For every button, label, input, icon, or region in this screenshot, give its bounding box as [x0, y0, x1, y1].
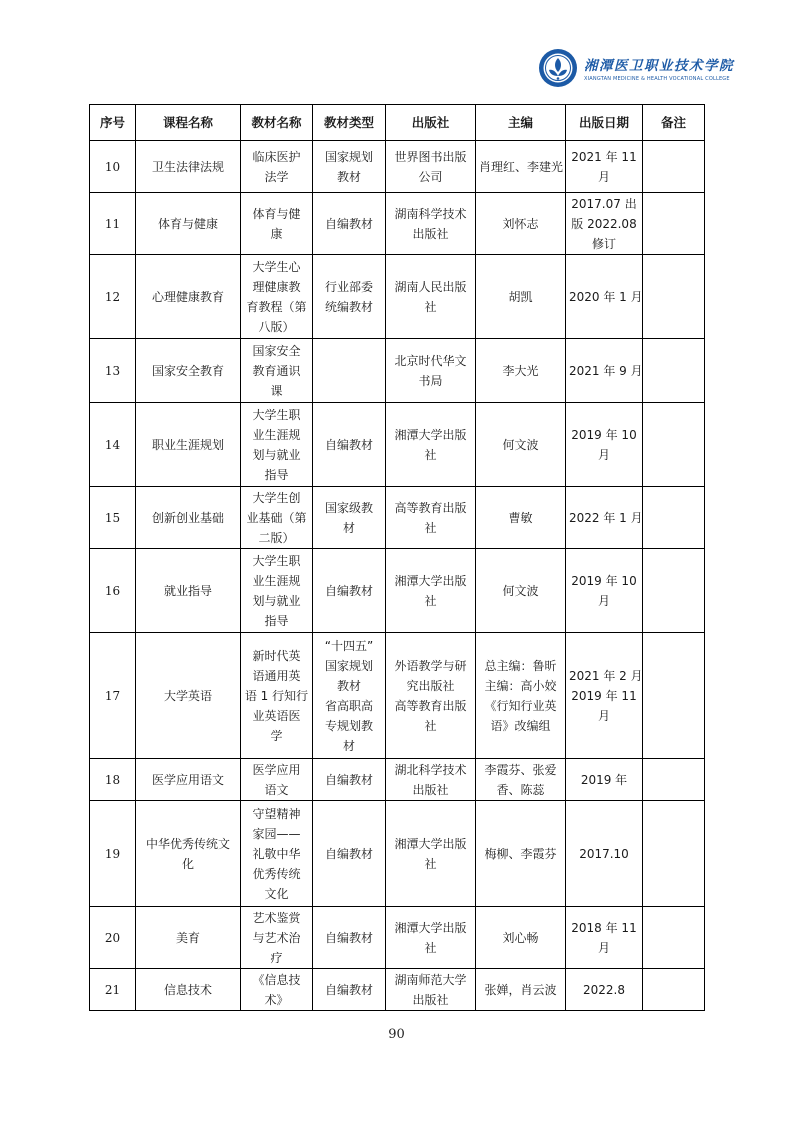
cell-text-line: 课	[270, 383, 283, 398]
table-row	[90, 969, 705, 1011]
cell-text-line: 社	[424, 940, 437, 955]
cell-text-line: 化	[181, 856, 194, 871]
cell-text-line: 教材	[336, 678, 361, 693]
date-cell	[566, 907, 643, 969]
cell-text-line: 大学生职	[252, 407, 301, 422]
cell-text-line: 疗	[270, 950, 283, 965]
course-cell	[136, 801, 241, 907]
cell-text-line: 2021 年 11	[571, 149, 637, 164]
course-cell	[136, 969, 241, 1011]
table-row	[90, 801, 705, 907]
note-cell	[643, 193, 705, 255]
type-cell	[313, 759, 386, 801]
cell-text-line: 张婵，肖云波	[484, 982, 557, 997]
cell-text-line: 月	[597, 593, 610, 608]
cell-text-line: 肖理红、李建光	[479, 159, 564, 174]
cell-text-line: 语》改编组	[490, 718, 551, 733]
cell-text-line: 刘心畅	[502, 930, 539, 945]
cell-text-line: 家园——	[252, 826, 301, 841]
row-number-cell: 17	[90, 633, 136, 759]
cell-text-line: 月	[597, 708, 610, 723]
date-cell	[566, 255, 643, 339]
type-cell	[313, 255, 386, 339]
type-cell	[313, 339, 386, 403]
cell-text-line: 自编教材	[324, 772, 373, 787]
row-number-cell: 12	[90, 255, 136, 339]
header-publisher: 出版社	[386, 105, 476, 141]
date-cell	[566, 969, 643, 1011]
publisher-cell	[386, 549, 476, 633]
table-body	[90, 141, 705, 1011]
cell-text-line: 国家级教	[324, 500, 373, 515]
cell-text-line: 守望精神	[252, 806, 301, 821]
table-row	[90, 633, 705, 759]
cell-text-line: 社	[424, 520, 437, 535]
cell-text-line: 国家安全教育	[151, 363, 224, 378]
book-cell	[241, 487, 313, 549]
header-course: 课程名称	[136, 105, 241, 141]
cell-text-line: 业生涯规	[252, 573, 301, 588]
cell-text-line: 2020 年 1 月	[569, 289, 643, 304]
date-cell	[566, 801, 643, 907]
table-row	[90, 141, 705, 193]
editor-cell	[476, 193, 566, 255]
cell-text-line: 2017.07 出	[571, 196, 637, 211]
cell-text-line: 语通用英	[252, 668, 301, 683]
editor-cell	[476, 969, 566, 1011]
cell-text-line: 总主编：鲁昕	[484, 658, 557, 673]
note-cell	[643, 907, 705, 969]
book-cell	[241, 193, 313, 255]
type-cell	[313, 403, 386, 487]
row-number-cell: 20	[90, 907, 136, 969]
course-cell	[136, 907, 241, 969]
cell-text-line: 划与就业	[252, 593, 301, 608]
cell-text-line: 教育通识	[252, 363, 301, 378]
cell-text-line: 湘潭大学出版	[394, 920, 467, 935]
row-number-cell: 21	[90, 969, 136, 1011]
cell-text-line: 划与就业	[252, 447, 301, 462]
cell-text-line: 语文	[264, 782, 289, 797]
table-row	[90, 907, 705, 969]
book-cell	[241, 801, 313, 907]
cell-text-line: 与艺术治	[252, 930, 301, 945]
cell-text-line: 育教程（第	[246, 299, 307, 314]
cell-text-line: 就业指导	[163, 583, 212, 598]
course-cell	[136, 255, 241, 339]
cell-text-line: 医学应用	[252, 762, 301, 777]
date-cell	[566, 141, 643, 193]
cell-text-line: 2018 年 11	[571, 920, 637, 935]
cell-text-line: 湖北科学技术	[394, 762, 467, 777]
date-cell	[566, 487, 643, 549]
cell-text-line: 大学英语	[163, 688, 212, 703]
cell-text-line: 教材	[336, 169, 361, 184]
cell-text-line: 信息技术	[163, 982, 212, 997]
cell-text-line: 艺术鉴赏	[252, 910, 301, 925]
cell-text-line: 梅柳、李霞芬	[484, 846, 557, 861]
cell-text-line: 社	[424, 856, 437, 871]
table-row	[90, 403, 705, 487]
book-cell	[241, 969, 313, 1011]
publisher-cell	[386, 907, 476, 969]
cell-text-line: 自编教材	[324, 216, 373, 231]
cell-text-line: 书局	[418, 373, 443, 388]
cell-text-line: 美育	[175, 930, 200, 945]
course-cell	[136, 403, 241, 487]
cell-text-line: 专规划教	[324, 718, 373, 733]
cell-text-line: 指导	[264, 613, 289, 628]
note-cell	[643, 339, 705, 403]
type-cell	[313, 633, 386, 759]
cell-text-line: 术》	[264, 992, 289, 1007]
logo-english-name: XIANGTAN MEDICINE & HEALTH VOCATIONAL COLLEGE	[584, 76, 730, 82]
course-cell	[136, 633, 241, 759]
header-editor: 主编	[476, 105, 566, 141]
cell-text-line: 新时代英	[252, 648, 301, 663]
cell-text-line: 胡凯	[508, 289, 533, 304]
cell-text-line: 《行知行业英	[484, 698, 557, 713]
cell-text-line: 心理健康教育	[151, 289, 224, 304]
editor-cell	[476, 141, 566, 193]
date-cell	[566, 339, 643, 403]
cell-text-line: 社	[424, 299, 437, 314]
book-cell	[241, 759, 313, 801]
cell-text-line: 省高职高	[324, 698, 373, 713]
cell-text-line: 高等教育出版	[394, 500, 467, 515]
type-cell	[313, 549, 386, 633]
type-cell	[313, 141, 386, 193]
publisher-cell	[386, 801, 476, 907]
cell-text-line: 月	[597, 447, 610, 462]
book-cell	[241, 907, 313, 969]
cell-text-line: 八版）	[258, 319, 295, 334]
date-cell	[566, 759, 643, 801]
editor-cell	[476, 759, 566, 801]
cell-text-line: 临床医护	[252, 149, 301, 164]
book-cell	[241, 633, 313, 759]
publisher-cell	[386, 759, 476, 801]
cell-text-line: 湖南师范大学	[394, 972, 467, 987]
cell-text-line: 香、陈蕊	[496, 782, 545, 797]
cell-text-line: 社	[424, 593, 437, 608]
cell-text-line: 大学生心	[252, 259, 301, 274]
cell-text-line: 湘潭大学出版	[394, 427, 467, 442]
cell-text-line: 礼敬中华	[252, 846, 301, 861]
cell-text-line: 康	[270, 226, 283, 241]
cell-text-line: 李大光	[502, 363, 539, 378]
table-row	[90, 193, 705, 255]
cell-text-line: 月	[597, 940, 610, 955]
book-cell	[241, 141, 313, 193]
row-number-cell: 19	[90, 801, 136, 907]
cell-text-line: 国家规划	[324, 658, 373, 673]
row-number-cell: 10	[90, 141, 136, 193]
cell-text-line: 北京时代华文	[394, 353, 467, 368]
publisher-cell	[386, 141, 476, 193]
cell-text-line: 法学	[264, 169, 289, 184]
row-number-cell: 15	[90, 487, 136, 549]
cell-text-line: 国家安全	[252, 343, 301, 358]
cell-text-line: 优秀传统	[252, 866, 301, 881]
cell-text-line: 李霞芬、张爱	[484, 762, 557, 777]
header-no: 序号	[90, 105, 136, 141]
book-cell	[241, 339, 313, 403]
table-header-row	[90, 105, 705, 141]
cell-text-line: 大学生职	[252, 553, 301, 568]
cell-text-line: 修订	[591, 236, 616, 251]
cell-text-line: 业基础（第	[246, 510, 307, 525]
cell-text-line: 卫生法律法规	[151, 159, 224, 174]
cell-text-line: 世界图书出版	[394, 149, 467, 164]
course-cell	[136, 339, 241, 403]
cell-text-line: 何文波	[502, 437, 539, 452]
header-book: 教材名称	[241, 105, 313, 141]
cell-text-line: 医学应用语文	[151, 772, 224, 787]
cell-text-line: 自编教材	[324, 846, 373, 861]
cell-text-line: 刘怀志	[502, 216, 539, 231]
cell-text-line: 职业生涯规划	[151, 437, 224, 452]
cell-text-line: 理健康教	[252, 279, 301, 294]
cell-text-line: 究出版社	[406, 678, 455, 693]
editor-cell	[476, 907, 566, 969]
cell-text-line: 学	[270, 728, 283, 743]
row-number-cell: 18	[90, 759, 136, 801]
type-cell	[313, 801, 386, 907]
header-date: 出版日期	[566, 105, 643, 141]
cell-text-line: 2019 年 10	[571, 573, 637, 588]
editor-cell	[476, 403, 566, 487]
cell-text-line: 体育与健	[252, 206, 301, 221]
table-row	[90, 549, 705, 633]
cell-text-line: 2021 年 2 月	[569, 668, 643, 683]
course-cell	[136, 549, 241, 633]
publisher-cell	[386, 487, 476, 549]
cell-text-line: 曹敏	[508, 510, 533, 525]
college-logo	[538, 44, 738, 92]
editor-cell	[476, 633, 566, 759]
editor-cell	[476, 487, 566, 549]
editor-cell	[476, 339, 566, 403]
course-cell	[136, 141, 241, 193]
logo-chinese-name: 湘潭医卫职业技术学院	[584, 58, 734, 74]
date-cell	[566, 193, 643, 255]
cell-text-line: 湖南科学技术	[394, 206, 467, 221]
cell-text-line: 自编教材	[324, 982, 373, 997]
cell-text-line: 国家规划	[324, 149, 373, 164]
cell-text-line: 2019 年	[580, 772, 628, 787]
row-number-cell: 11	[90, 193, 136, 255]
note-cell	[643, 255, 705, 339]
cell-text-line: 材	[342, 738, 355, 753]
cell-text-line: 出版社	[412, 782, 449, 797]
cell-text-line: 社	[424, 447, 437, 462]
cell-text-line: 出版社	[412, 226, 449, 241]
cell-text-line: 2022.8	[583, 982, 625, 997]
cell-text-line: 何文波	[502, 583, 539, 598]
note-cell	[643, 759, 705, 801]
date-cell	[566, 633, 643, 759]
editor-cell	[476, 549, 566, 633]
cell-text-line: 湖南人民出版	[394, 279, 467, 294]
note-cell	[643, 549, 705, 633]
cell-text-line: 行业部委	[324, 279, 373, 294]
cell-text-line: 自编教材	[324, 583, 373, 598]
table-row	[90, 487, 705, 549]
book-cell	[241, 549, 313, 633]
cell-text-line: 2021 年 9 月	[569, 363, 643, 378]
cell-text-line: 2019 年 10	[571, 427, 637, 442]
row-number-cell: 13	[90, 339, 136, 403]
date-cell	[566, 403, 643, 487]
type-cell	[313, 907, 386, 969]
cell-text-line: 版 2022.08	[571, 216, 637, 231]
publisher-cell	[386, 403, 476, 487]
row-number-cell: 16	[90, 549, 136, 633]
publisher-cell	[386, 969, 476, 1011]
note-cell	[643, 141, 705, 193]
publisher-cell	[386, 255, 476, 339]
publisher-cell	[386, 193, 476, 255]
course-cell	[136, 193, 241, 255]
cell-text-line: 中华优秀传统文	[145, 836, 230, 851]
book-cell	[241, 255, 313, 339]
cell-text-line: 二版）	[258, 530, 295, 545]
note-cell	[643, 403, 705, 487]
note-cell	[643, 969, 705, 1011]
cell-text-line: 指导	[264, 467, 289, 482]
cell-text-line: 自编教材	[324, 930, 373, 945]
cell-text-line: 社	[424, 718, 437, 733]
note-cell	[643, 487, 705, 549]
cell-text-line: 《信息技	[252, 972, 301, 987]
table-row	[90, 339, 705, 403]
header-type: 教材类型	[313, 105, 386, 141]
cell-text-line: 湘潭大学出版	[394, 573, 467, 588]
book-cell	[241, 403, 313, 487]
cell-text-line: 语 1 行知行	[244, 688, 309, 703]
cell-text-line: 高等教育出版	[394, 698, 467, 713]
publisher-cell	[386, 633, 476, 759]
cell-text-line: 月	[597, 169, 610, 184]
row-number-cell: 14	[90, 403, 136, 487]
cell-text-line: 湘潭大学出版	[394, 836, 467, 851]
cell-text-line: 2017.10	[579, 846, 629, 861]
note-cell	[643, 633, 705, 759]
date-cell	[566, 549, 643, 633]
publisher-cell	[386, 339, 476, 403]
editor-cell	[476, 801, 566, 907]
cell-text-line: 大学生创	[252, 490, 301, 505]
cell-text-line: 公司	[418, 169, 443, 184]
cell-text-line: 2022 年 1 月	[569, 510, 643, 525]
note-cell	[643, 801, 705, 907]
table-row	[90, 255, 705, 339]
course-cell	[136, 759, 241, 801]
cell-text-line: 业英语医	[252, 708, 301, 723]
cell-text-line: “十四五”	[324, 638, 374, 653]
cell-text-line: 2019 年 11	[571, 688, 637, 703]
cell-text-line: 文化	[264, 886, 289, 901]
cell-text-line: 体育与健康	[157, 216, 218, 231]
type-cell	[313, 193, 386, 255]
cell-text-line: 主编：高小姣	[484, 678, 557, 693]
type-cell	[313, 487, 386, 549]
cell-text-line: 自编教材	[324, 437, 373, 452]
header-note: 备注	[643, 105, 705, 141]
college-emblem-icon	[538, 48, 578, 88]
table-row	[90, 759, 705, 801]
cell-text-line: 创新创业基础	[151, 510, 224, 525]
type-cell	[313, 969, 386, 1011]
cell-text-line: 材	[342, 520, 355, 535]
cell-text-line: 统编教材	[324, 299, 373, 314]
cell-text-line: 出版社	[412, 992, 449, 1007]
page-number: 90	[388, 1027, 405, 1042]
course-cell	[136, 487, 241, 549]
textbook-table	[89, 104, 705, 1011]
editor-cell	[476, 255, 566, 339]
cell-text-line: 业生涯规	[252, 427, 301, 442]
cell-text-line: 外语教学与研	[394, 658, 467, 673]
